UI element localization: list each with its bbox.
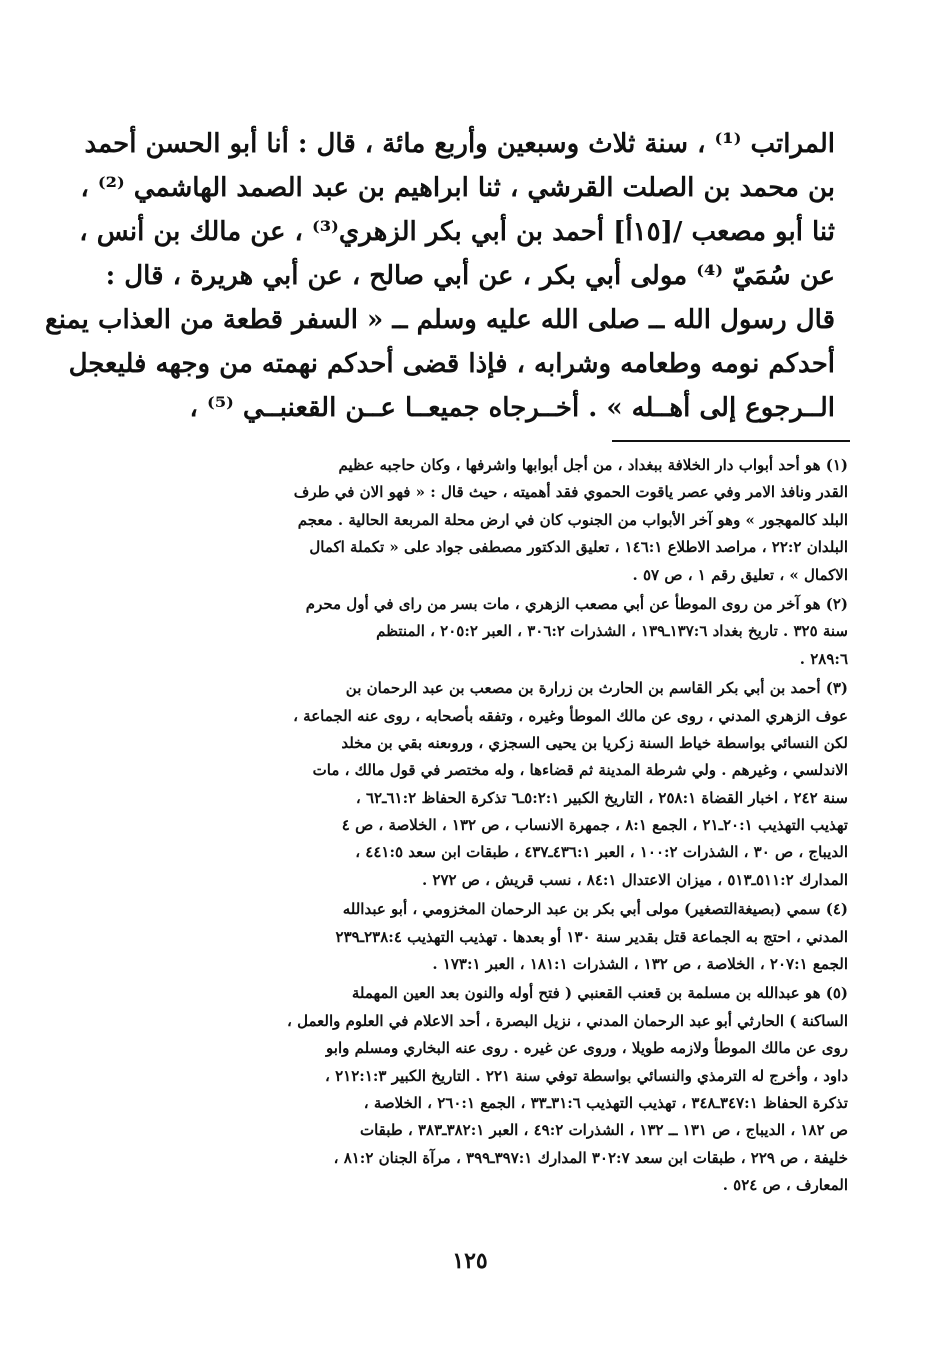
main-text-line: المراتب ⁽¹⁾ ، سنة ثلاث وسبعين وأربع مائة ، قال : أنا أبو الحسن أحمد (84, 129, 835, 159)
footnote-line: سنة ٣٢٥ . تاريخ بغداد ١٣٧:٦ـ١٣٩ ، الشذرات ٣٠٦:٢ ، العبر ٢٠٥:٢ ، المنتظم (376, 622, 848, 641)
footnote-line: تهذيب التهذيب ٢٠:١ـ٢١ ، الجمع ٨:١ ، جمهرة الانساب ، ص ١٣٢ ، الخلاصة ، ص ٤ (341, 816, 848, 835)
footnote-line: المدني ، احتج به الجماعة قتل بقدير سنة ١٣٠ أو بعدها . تهذيب التهذيب ٢٣٨:٤ـ٢٣٩ (335, 927, 848, 946)
main-text-line: قال رسول الله ــ صلى الله عليه وسلم ــ « السفر قطعة من العذاب يمنع (44, 305, 835, 335)
footnote-line: ص ١٨٢ ، الديباج ، ص ١٣١ ــ ١٣٢ ، الشذرات ٤٩:٢ ، العبر ٣٨٢:١ـ٣٨٣ ، طبقات (359, 1121, 848, 1140)
footnote-line: المعارف ، ص ٥٢٤ . (722, 1176, 848, 1195)
footnote-line: الاكمال » ، تعليق رقم ١ ، ص ٥٧ . (632, 565, 848, 584)
footnote-line: (٢) هو آخر من روى الموطأ عن أبي مصعب الزهري ، مات بسر من راى في أول محرم (305, 594, 848, 613)
footnote-line: (٣) أحمد بن أبي بكر القاسم بن الحارث بن زرارة بن مصعب بن عبد الرحمان بن (345, 679, 848, 698)
footnote-line: البلدان ٢٢:٢ ، مراصد الاطلاع ١٤٦:١ ، تعليق الدكتور مصطفى جواد على « تكملة اكمال (309, 538, 848, 557)
footnote-line: داود ، وأخرج له الترمذي والنسائي بواسطة توفي سنة ٢٢١ . التاريخ الكبير ٢١٢:١:٣ ، (325, 1066, 848, 1085)
page-number: ١٢٥ (452, 1248, 488, 1274)
footnote-line: الجمع ٢٠٧:١ ، الخلاصة ، ص ١٣٢ ، الشذرات ١٨١:١ ، العبر ١٧٣:١ . (432, 955, 848, 974)
main-text-block (44, 122, 835, 430)
footnote-line: سنة ٢٤٢ ، اخبار القضاة ٢٥٨:١ ، التاريخ الكبير ٥:٢:١ـ٦ تذكرة الحفاظ ٦١:٢ـ٦٢ ، (355, 788, 848, 807)
footnote-line: البلد كالمهجور » وهو آخر الأبواب من الجنوب كان في ارض محلة المربعة الحالية . معجم (297, 510, 848, 529)
footnote-line: (٥) هو عبدالله بن مسلمة بن قعنب القعنبي ( فتح أوله والنون بعد العين المهملة (351, 984, 848, 1003)
footnote-line: الساكنة ) الحارثي أبو عبد الرحمان المدني ، نزيل البصرة ، أحد الاعلام في العلوم والعمل ، (287, 1011, 848, 1030)
footnotes-block (110, 452, 848, 1202)
main-text-line: بن محمد بن الصلت القرشي ، ثنا ابراهيم بن عبد الصمد الهاشمي ⁽²⁾ ، (80, 173, 835, 203)
footnote-line: (١) هو أحد أبواب دار الخلافة ببغداد ، من أجل أبوابها واشرفها ، وكان حاجبه عظيم (338, 456, 848, 474)
main-text-line: عن سُمَيّ ⁽⁴⁾ مولى أبي بكر ، عن أبي صالح ، عن أبي هريرة ، قال : (105, 261, 835, 291)
footnote-line: تذكرة الحفاظ ٣٤٧:١ـ٣٤٨ ، تهذيب التهذيب ٣١:٦ـ٣٣ ، الجمع ٢٦٠:١ ، الخلاصة ، (363, 1093, 848, 1112)
footnote-line: القدر ونافذ الامر وفي عصر ياقوت الحموي فقد أهميته ، حيث قال : « فهو الان في طرف (293, 483, 848, 502)
footnote-5 (110, 980, 848, 1199)
footnote-2 (110, 591, 848, 673)
main-text-line: الــرجوع إلى أهــله » . أخــرجاه جميعــا عــن القعنبــي ⁽⁵⁾ ، (189, 393, 835, 423)
footnote-line: ٢٨٩:٦ . (799, 649, 848, 668)
footnote-3 (110, 675, 848, 894)
footnote-line: المدارك ٥١١:٢ـ٥١٣ ، ميزان الاعتدال ٨٤:١ ، نسب قريش ، ص ٢٧٢ . (421, 870, 848, 889)
footnote-4 (110, 896, 848, 978)
main-text-line: ثنا أبو مصعب /[١٥أ] أحمد بن أبي بكر الزهري⁽³⁾ ، عن مالك بن أنس ، (79, 217, 835, 247)
footnote-line: روى عن مالك الموطأ ولازمه طويلا ، وروى عن غيره . روى عنه البخاري ومسلم وابو (326, 1039, 848, 1058)
footnote-line: خليفة ، ص ٢٢٩ ، طبقات ابن سعد ٣٠٢:٧ المدارك ٣٩٧:١ـ٣٩٩ ، مرآة الجنان ٨١:٢ ، (333, 1148, 848, 1167)
footnote-line: (٤) سمي (بصيغةالتصغير) مولى أبي بكر بن عبد الرحمان المخزومي ، أبو عبدالله (342, 900, 848, 919)
footnote-line: عوف الزهري المدني ، روى عن مالك الموطأ وغيره ، وتفقه بأصحابه ، روى عنه الجماعة ، (293, 706, 848, 725)
footnote-divider (612, 440, 850, 442)
main-text-line: أحدكم نومه وطعامه وشرابه ، فإذا قضى أحدكم نهمته من وجهه فليعجل (68, 349, 835, 379)
footnote-1 (110, 452, 848, 589)
footnote-line: لكن النسائي بواسطة خياط السنة زكريا بن يحيى السجزي ، وروىعنه بقي بن مخلد (341, 733, 848, 752)
footnote-line: الاندلسي ، وغيرهم . ولي شرطة المدينة ثم قضاءها ، وله مختصر في قول مالك ، مات (312, 761, 848, 780)
footnote-line: الديباج ، ص ٣٠ ، الشذرات ١٠٠:٢ ، العبر ٤٣٦:١ـ٤٣٧ ، طبقات ابن سعد ٤٤١:٥ ، (355, 843, 848, 862)
